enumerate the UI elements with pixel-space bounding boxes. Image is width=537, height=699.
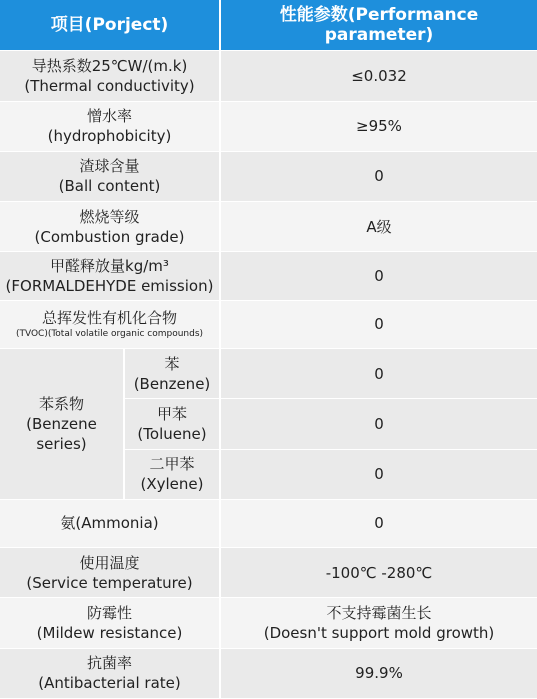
- value-cn: 不支持霉菌生长: [326, 603, 432, 622]
- label-en: (FORMALDEHYDE emission): [5, 277, 214, 296]
- row-value: 0: [220, 499, 537, 547]
- header-row: [0, 0, 537, 51]
- label-cn: 渣球含量: [79, 157, 140, 176]
- label-en: (Xylene): [140, 475, 204, 494]
- row-value: ≤0.032: [220, 51, 537, 101]
- sub-label: [124, 348, 220, 398]
- label-cn: 苯: [164, 354, 180, 373]
- table-row: [0, 548, 537, 598]
- header-project: 项目(Porject): [0, 0, 220, 51]
- label-en: (Thermal conductivity): [24, 76, 195, 95]
- label-en: (Toluene): [137, 424, 207, 443]
- row-label: [0, 300, 220, 348]
- sub-label: [124, 449, 220, 499]
- label-cn: 甲醛释放量kg/m³: [50, 257, 169, 276]
- row-value: 0: [220, 348, 537, 398]
- label-cn: 防霉性: [86, 603, 132, 622]
- sub-label: [124, 399, 220, 449]
- label-cn: 二甲苯: [149, 455, 195, 474]
- table-row: [0, 151, 537, 201]
- row-label: [0, 648, 220, 698]
- row-value: 0: [220, 300, 537, 348]
- table-row: [0, 648, 537, 698]
- benzene-series-label: [0, 348, 124, 499]
- row-value: 99.9%: [220, 648, 537, 698]
- table-row: [0, 598, 537, 648]
- row-label: [0, 548, 220, 598]
- row-value: 0: [220, 449, 537, 499]
- table-row: [0, 300, 537, 348]
- row-label: [0, 51, 220, 101]
- label-en: (Benzene): [133, 374, 211, 393]
- table-row: [0, 348, 537, 398]
- label-cn: 导热系数25℃W/(m.k): [31, 56, 188, 75]
- row-value: [220, 598, 537, 648]
- label-en: (Antibacterial rate): [38, 674, 181, 693]
- label-en: (Ball content): [58, 177, 161, 196]
- row-value: ≥95%: [220, 101, 537, 151]
- label-cn: 使用温度: [79, 553, 140, 572]
- label-cn: 总挥发性有机化合物: [41, 309, 177, 328]
- row-label: [0, 252, 220, 300]
- label-en: (Service temperature): [26, 573, 193, 592]
- label-en: (Combustion grade): [34, 227, 185, 246]
- row-value: 0: [220, 151, 537, 201]
- value-en: (Doesn't support mold growth): [263, 623, 495, 642]
- row-value: A级: [220, 202, 537, 252]
- label-en: (hydrophobicity): [47, 127, 172, 146]
- label-en: (Benzene series): [26, 414, 97, 453]
- row-label: [0, 101, 220, 151]
- row-value: 0: [220, 252, 537, 300]
- label-en: (Mildew resistance): [36, 623, 183, 642]
- row-value: -100℃ -280℃: [220, 548, 537, 598]
- label-cn: 抗菌率: [86, 654, 132, 673]
- row-label: [0, 499, 220, 547]
- table-row: [0, 499, 537, 547]
- row-label: [0, 202, 220, 252]
- row-label: [0, 598, 220, 648]
- row-value: 0: [220, 399, 537, 449]
- label-cn: 憎水率: [86, 107, 132, 126]
- table-row: [0, 252, 537, 300]
- table-row: [0, 101, 537, 151]
- label-cn: 甲苯: [156, 404, 187, 423]
- table-row: [0, 202, 537, 252]
- row-label: [0, 151, 220, 201]
- label-cn: 氨(Ammonia): [60, 514, 159, 533]
- table-row: [0, 51, 537, 101]
- label-en: (TVOC)(Total volatile organic compounds): [15, 329, 204, 340]
- label-cn: 燃烧等级: [79, 207, 140, 226]
- header-performance: 性能参数(Performance parameter): [220, 0, 537, 51]
- label-cn: 苯系物: [38, 394, 84, 413]
